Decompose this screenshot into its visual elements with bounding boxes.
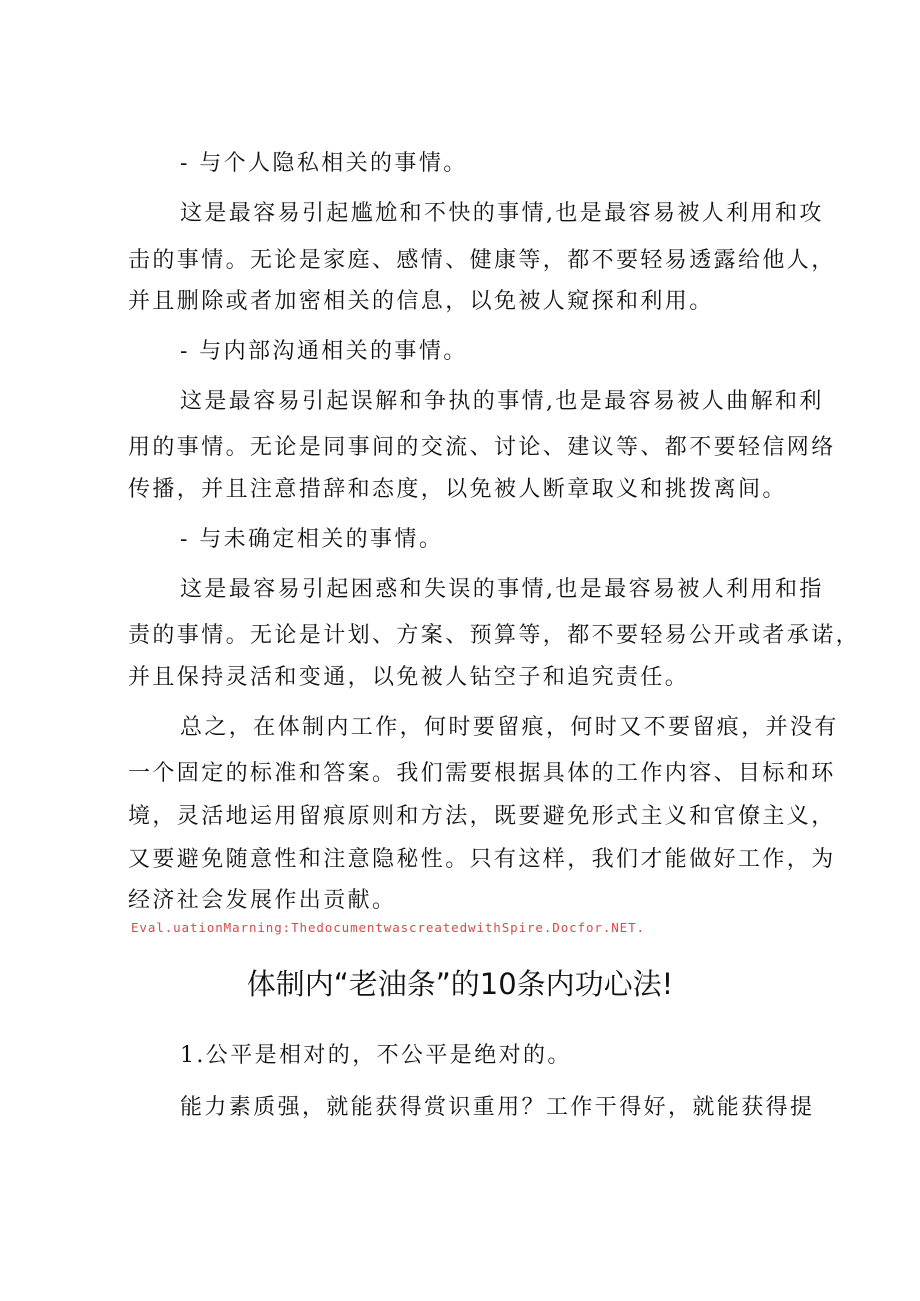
paragraph-privacy-line-3: 并且删除或者加密相关的信息，以免被人窥探和利用。 [128, 289, 714, 314]
paragraph-undetermined-line-2: 责的事情。无论是计划、方案、预算等，都不要轻易公开或者承诺， [128, 623, 861, 648]
paragraph-communication-line-1: 这是最容易引起误解和争执的事情,也是最容易被人曲解和利 [180, 389, 824, 414]
bullet-internal-communication: - 与内部沟通相关的事情。 [180, 339, 468, 364]
paragraph-summary-line-5: 经济社会发展作出贡献。 [128, 888, 397, 913]
paragraph-privacy-line-2: 击的事情。无论是家庭、感情、健康等，都不要轻易透露给他人， [128, 248, 836, 273]
paragraph-communication-line-2: 用的事情。无论是同事间的交流、讨论、建议等、都不要轻信网络 [128, 435, 836, 460]
bullet-privacy: - 与个人隐私相关的事情。 [180, 151, 468, 176]
bullet-undetermined: - 与未确定相关的事情。 [180, 527, 444, 552]
section-heading: 体制内“老油条”的10条内功心法! [246, 967, 674, 1001]
item-title: 1.公平是相对的，不公平是绝对的。 [180, 1043, 572, 1068]
paragraph-summary-line-1: 总之，在体制内工作，何时要留痕，何时又不要留痕，并没有 [180, 715, 839, 740]
paragraph-communication-line-3: 传播，并且注意措辞和态度，以免被人断章取义和挑拨离间。 [128, 477, 787, 502]
paragraph-undetermined-line-3: 并且保持灵活和变通，以免被人钻空子和追究责任。 [128, 665, 690, 690]
paragraph-summary-line-4: 又要避免随意性和注意隐秘性。只有这样，我们才能做好工作，为 [128, 847, 836, 872]
evaluation-watermark: Eval.uationMarning:ThedocumentwascreatedwithSpire.Docfor.NET. [131, 920, 645, 935]
paragraph-undetermined-line-1: 这是最容易引起困惑和失误的事情,也是最容易被人利用和指 [180, 577, 824, 602]
paragraph-summary-line-2: 一个固定的标准和答案。我们需要根据具体的工作内容、目标和环 [128, 761, 836, 786]
paragraph-summary-line-3: 境，灵活地运用留痕原则和方法，既要避免形式主义和官僚主义， [128, 804, 836, 829]
paragraph-privacy-line-1: 这是最容易引起尴尬和不快的事情,也是最容易被人利用和攻 [180, 201, 824, 226]
item-body-line-1: 能力素质强，就能获得赏识重用？工作干得好，就能获得提 [180, 1095, 815, 1120]
